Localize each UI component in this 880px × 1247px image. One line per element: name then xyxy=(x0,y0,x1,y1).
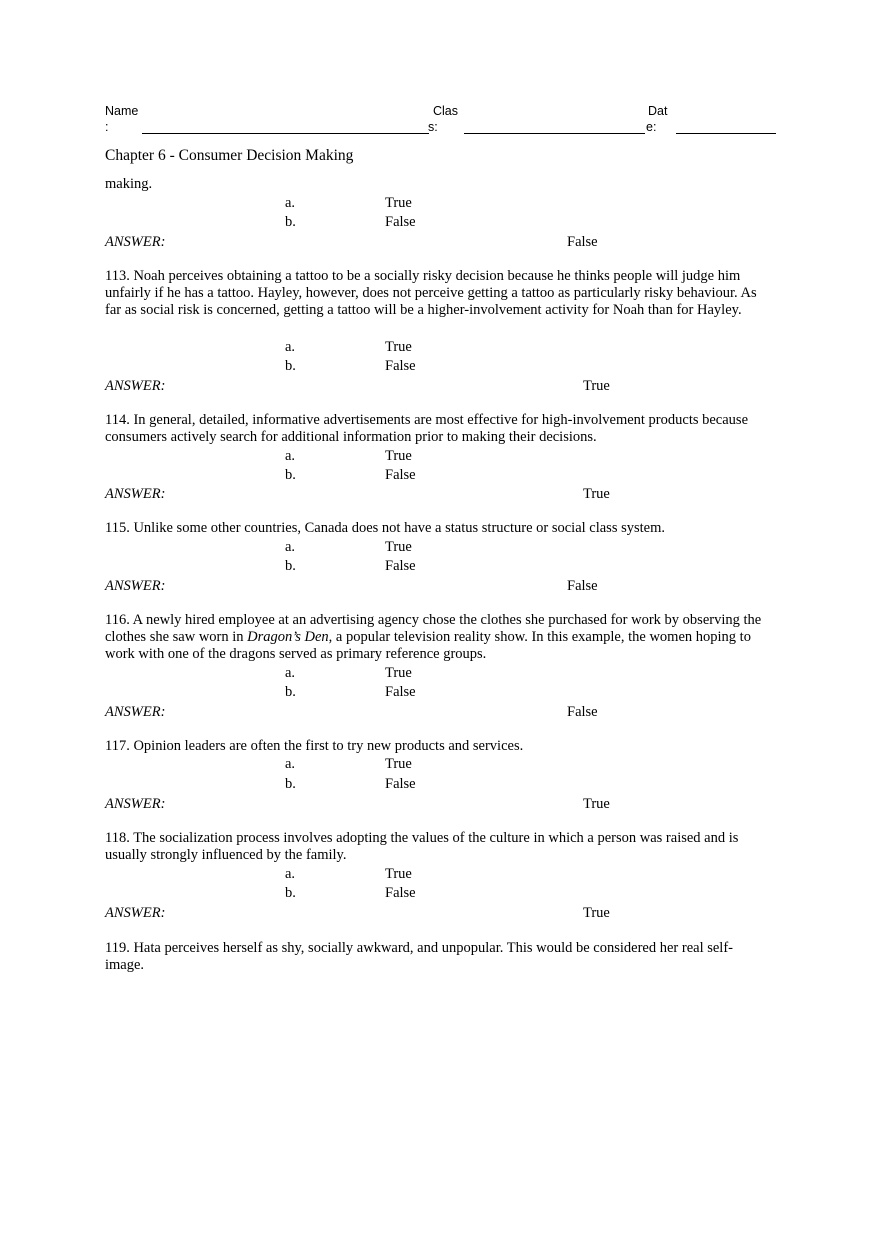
date-label: Dat xyxy=(648,104,668,118)
option-b-value[interactable]: False xyxy=(385,684,416,700)
question-text: 113. Noah perceives obtaining a tattoo to be a socially risky decision because he thinks people will judge him unfairly if he has a tattoo. Hayley, however, does not perceive getting a tattoo as particularly risky behaviour. As far as social risk is concerned, getting a tattoo will be a higher-involvement activity for Noah than for Hayley. xyxy=(105,268,757,318)
question-text: 118. The socialization process involves adopting the values of the culture in which a person was raised and is usually strongly influenced by the family. xyxy=(105,830,739,863)
chapter-title: Chapter 6 - Consumer Decision Making xyxy=(105,147,354,164)
name-label: Name xyxy=(105,104,139,118)
question-text xyxy=(105,612,765,663)
option-b-letter: b. xyxy=(285,214,296,230)
option-b-letter: b. xyxy=(285,776,296,792)
answer-value: False xyxy=(567,234,598,250)
option-a-letter: a. xyxy=(285,866,296,882)
name-label-colon: : xyxy=(105,120,109,134)
answer-label: ANSWER: xyxy=(105,578,166,594)
option-b-letter: b. xyxy=(285,885,296,901)
answer-label: ANSWER: xyxy=(105,905,166,921)
question-text-before: 116. A newly hired employee at an advertising agency chose the clothes she purchased for work by observing the clothes she saw worn in xyxy=(105,612,762,645)
question-text: 119. Hata perceives herself as shy, socially awkward, and unpopular. This would be considered her real self-image. xyxy=(105,940,733,973)
option-b-value[interactable]: False xyxy=(385,558,416,574)
answer-value: True xyxy=(583,378,610,394)
option-a-letter: a. xyxy=(285,756,296,772)
option-a-letter: a. xyxy=(285,665,296,681)
date-label-suffix: e: xyxy=(646,120,657,134)
answer-label: ANSWER: xyxy=(105,234,166,250)
class-label-suffix: s: xyxy=(428,120,438,134)
option-a-value[interactable]: True xyxy=(385,866,412,882)
question-continued-text: making. xyxy=(105,176,153,192)
option-b-value[interactable]: False xyxy=(385,214,416,230)
option-b-letter: b. xyxy=(285,467,296,483)
option-b-value[interactable]: False xyxy=(385,358,416,374)
date-field-line[interactable] xyxy=(676,133,776,134)
option-b-value[interactable]: False xyxy=(385,776,416,792)
answer-label: ANSWER: xyxy=(105,486,166,502)
option-a-value[interactable]: True xyxy=(385,756,412,772)
option-a-letter: a. xyxy=(285,195,296,211)
question-text: 117. Opinion leaders are often the first to try new products and services. xyxy=(105,738,524,754)
option-a-letter: a. xyxy=(285,339,296,355)
option-a-value[interactable]: True xyxy=(385,339,412,355)
answer-value: False xyxy=(567,704,598,720)
option-b-letter: b. xyxy=(285,684,296,700)
show-title: Dragon’s Den xyxy=(247,629,329,645)
option-b-letter: b. xyxy=(285,358,296,374)
option-a-value[interactable]: True xyxy=(385,665,412,681)
class-field-line[interactable] xyxy=(464,133,645,134)
option-b-value[interactable]: False xyxy=(385,885,416,901)
question-text: 114. In general, detailed, informative advertisements are most effective for high-involvement products because consumers actively search for additional information prior to making their decisions. xyxy=(105,412,749,445)
option-b-letter: b. xyxy=(285,558,296,574)
answer-label: ANSWER: xyxy=(105,378,166,394)
option-a-value[interactable]: True xyxy=(385,195,412,211)
answer-value: True xyxy=(583,796,610,812)
question-text-after: , a popular television reality show. In this example, the women hoping to work with one of the dragons served as primary reference groups. xyxy=(105,629,751,662)
answer-value: True xyxy=(583,486,610,502)
name-field-line[interactable] xyxy=(142,133,429,134)
option-a-letter: a. xyxy=(285,448,296,464)
answer-label: ANSWER: xyxy=(105,704,166,720)
class-label: Clas xyxy=(433,104,459,118)
option-b-value[interactable]: False xyxy=(385,467,416,483)
answer-label: ANSWER: xyxy=(105,796,166,812)
option-a-letter: a. xyxy=(285,539,296,555)
answer-value: True xyxy=(583,905,610,921)
question-text: 115. Unlike some other countries, Canada does not have a status structure or social class system. xyxy=(105,520,665,536)
answer-value: False xyxy=(567,578,598,594)
option-a-value[interactable]: True xyxy=(385,448,412,464)
option-a-value[interactable]: True xyxy=(385,539,412,555)
